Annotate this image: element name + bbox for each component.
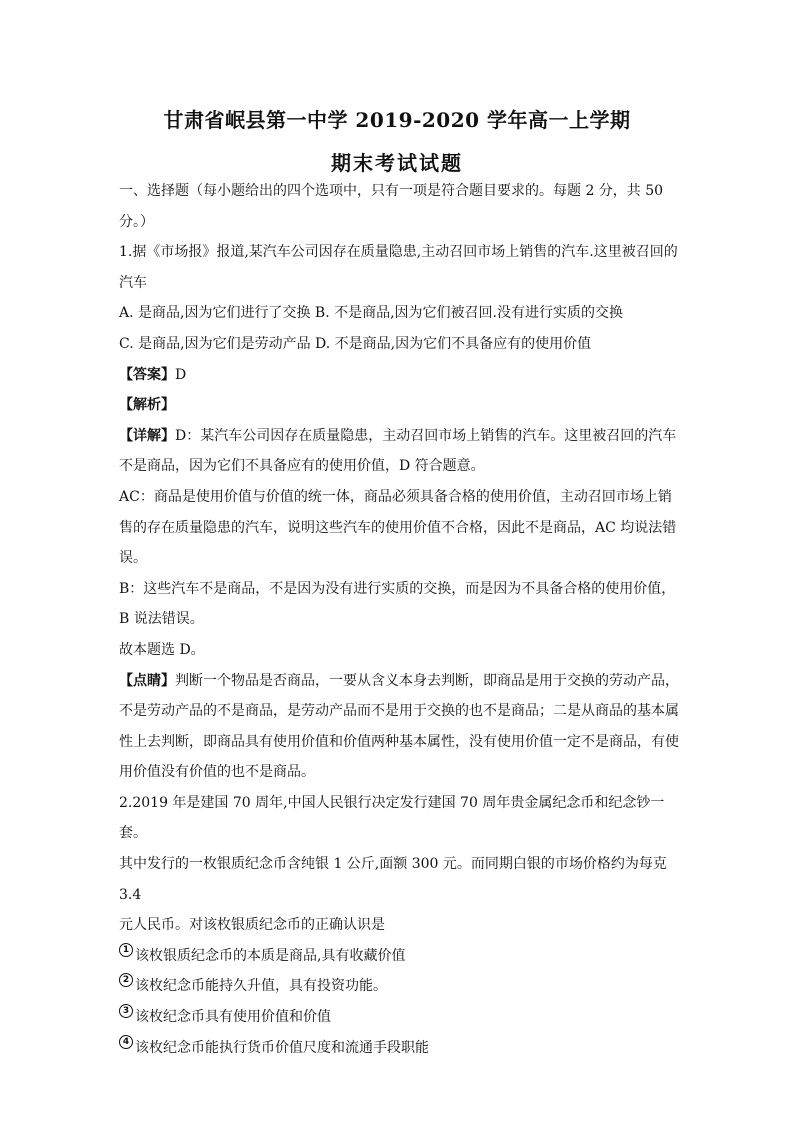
q2-item-text: 该枚纪念币能持久升值，具有投资功能。 [135,978,387,995]
circled-number-3-icon: 3 [119,1004,133,1018]
q1-detail-line2: 不是商品，因为它们不具备应有的使用价值，D 符合题意。 [119,458,485,475]
q2-item-4 [119,1033,679,1064]
answer-tag: 【答案】 [119,366,175,383]
q1-stem-line1: 1.据《市场报》报道,某汽车公司因存在质量隐患,主动召回市场上销售的汽车.这里被召回的 [119,244,678,261]
q1-b-line1: B：这些汽车不是商品，不是因为没有进行实质的交换，而是因为不具备合格的使用价值， [119,580,676,597]
tip-tag: 【点睛】 [119,672,175,689]
section-heading-line2: 分。） [119,213,154,230]
detail-text: D：某汽车公司因存在质量隐患，主动召回市场上销售的汽车。这里被召回的汽车 [175,427,677,444]
q2-item-2 [119,971,679,1002]
q1-ac-line1: AC：商品是使用价值与价值的统一体，商品必须具备合格的使用价值，主动召回市场上销 [119,488,672,505]
q1-tip-line1 [119,666,679,697]
answer-value: D [175,366,187,383]
document-body [119,176,679,1063]
q1-options-line2: C. 是商品,因为它们是劳动产品 D. 不是商品,因为它们不具备应有的使用价值 [119,335,592,352]
q2-item-1 [119,941,679,972]
circled-number-4-icon: 4 [119,1035,133,1049]
circled-number-1-icon: 1 [119,943,133,957]
q1-stem-line2: 汽车 [119,274,147,291]
q1-ac-line3: 误。 [119,550,147,567]
analysis-tag: 【解析】 [119,397,175,414]
q2-item-3 [119,1002,679,1033]
section-heading-line1: 一、选择题（每小题给出的四个选项中，只有一项是符合题目要求的。每题 2 分，共 50 [119,183,664,199]
q1-detail-line1 [119,421,679,452]
q2-stem-line3: 元人民币。对该枚银质纪念币的正确认识是 [119,917,385,934]
q1-tip-line3: 性上去判断，即商品具有使用价值和价值两种基本属性，没有使用价值一定不是商品，有使 [119,733,679,750]
q2-item-text: 该枚纪念币能执行货币价值尺度和流通手段职能 [135,1039,429,1056]
tip-text: 判断一个物品是否商品，一要从含义本身去判断，即商品是用于交换的劳动产品， [175,672,679,689]
page-title-line2: 期末考试试题 [331,151,463,175]
page-title-line1: 甘肃省岷县第一中学 2019-2020 学年高一上学期 [163,108,631,132]
q2-item-text: 该枚纪念币具有使用价值和价值 [135,1009,331,1026]
q1-b-line2: B 说法错误。 [119,611,204,628]
q1-answer [119,360,679,391]
q1-tip-line2: 不是劳动产品的不是商品，是劳动产品而不是用于交换的也不是商品；二是从商品的基本属 [119,703,679,720]
circled-number-2-icon: 2 [119,973,133,987]
q2-stem-line1: 2.2019 年是建国 70 周年,中国人民银行决定发行建国 70 周年贵金属纪念币和纪念钞一套。 [119,794,665,842]
q2-stem-line2: 其中发行的一枚银质纪念币含纯银 1 公斤,面额 300 元。而同期白银的市场价格约为每克 3.4 [119,856,667,903]
q2-item-text: 该枚银质纪念币的本质是商品,具有收藏价值 [135,947,406,964]
detail-tag: 【详解】 [119,427,175,444]
q1-ac-line2: 售的存在质量隐患的汽车，说明这些汽车的使用价值不合格，因此不是商品，AC 均说法错 [119,519,677,536]
q1-conclusion: 故本题选 D。 [119,641,205,658]
q1-options-line1: A. 是商品,因为它们进行了交换 B. 不是商品,因为它们被召回.没有进行实质的交换 [119,305,623,322]
q1-tip-line4: 用价值没有价值的也不是商品。 [119,764,315,781]
